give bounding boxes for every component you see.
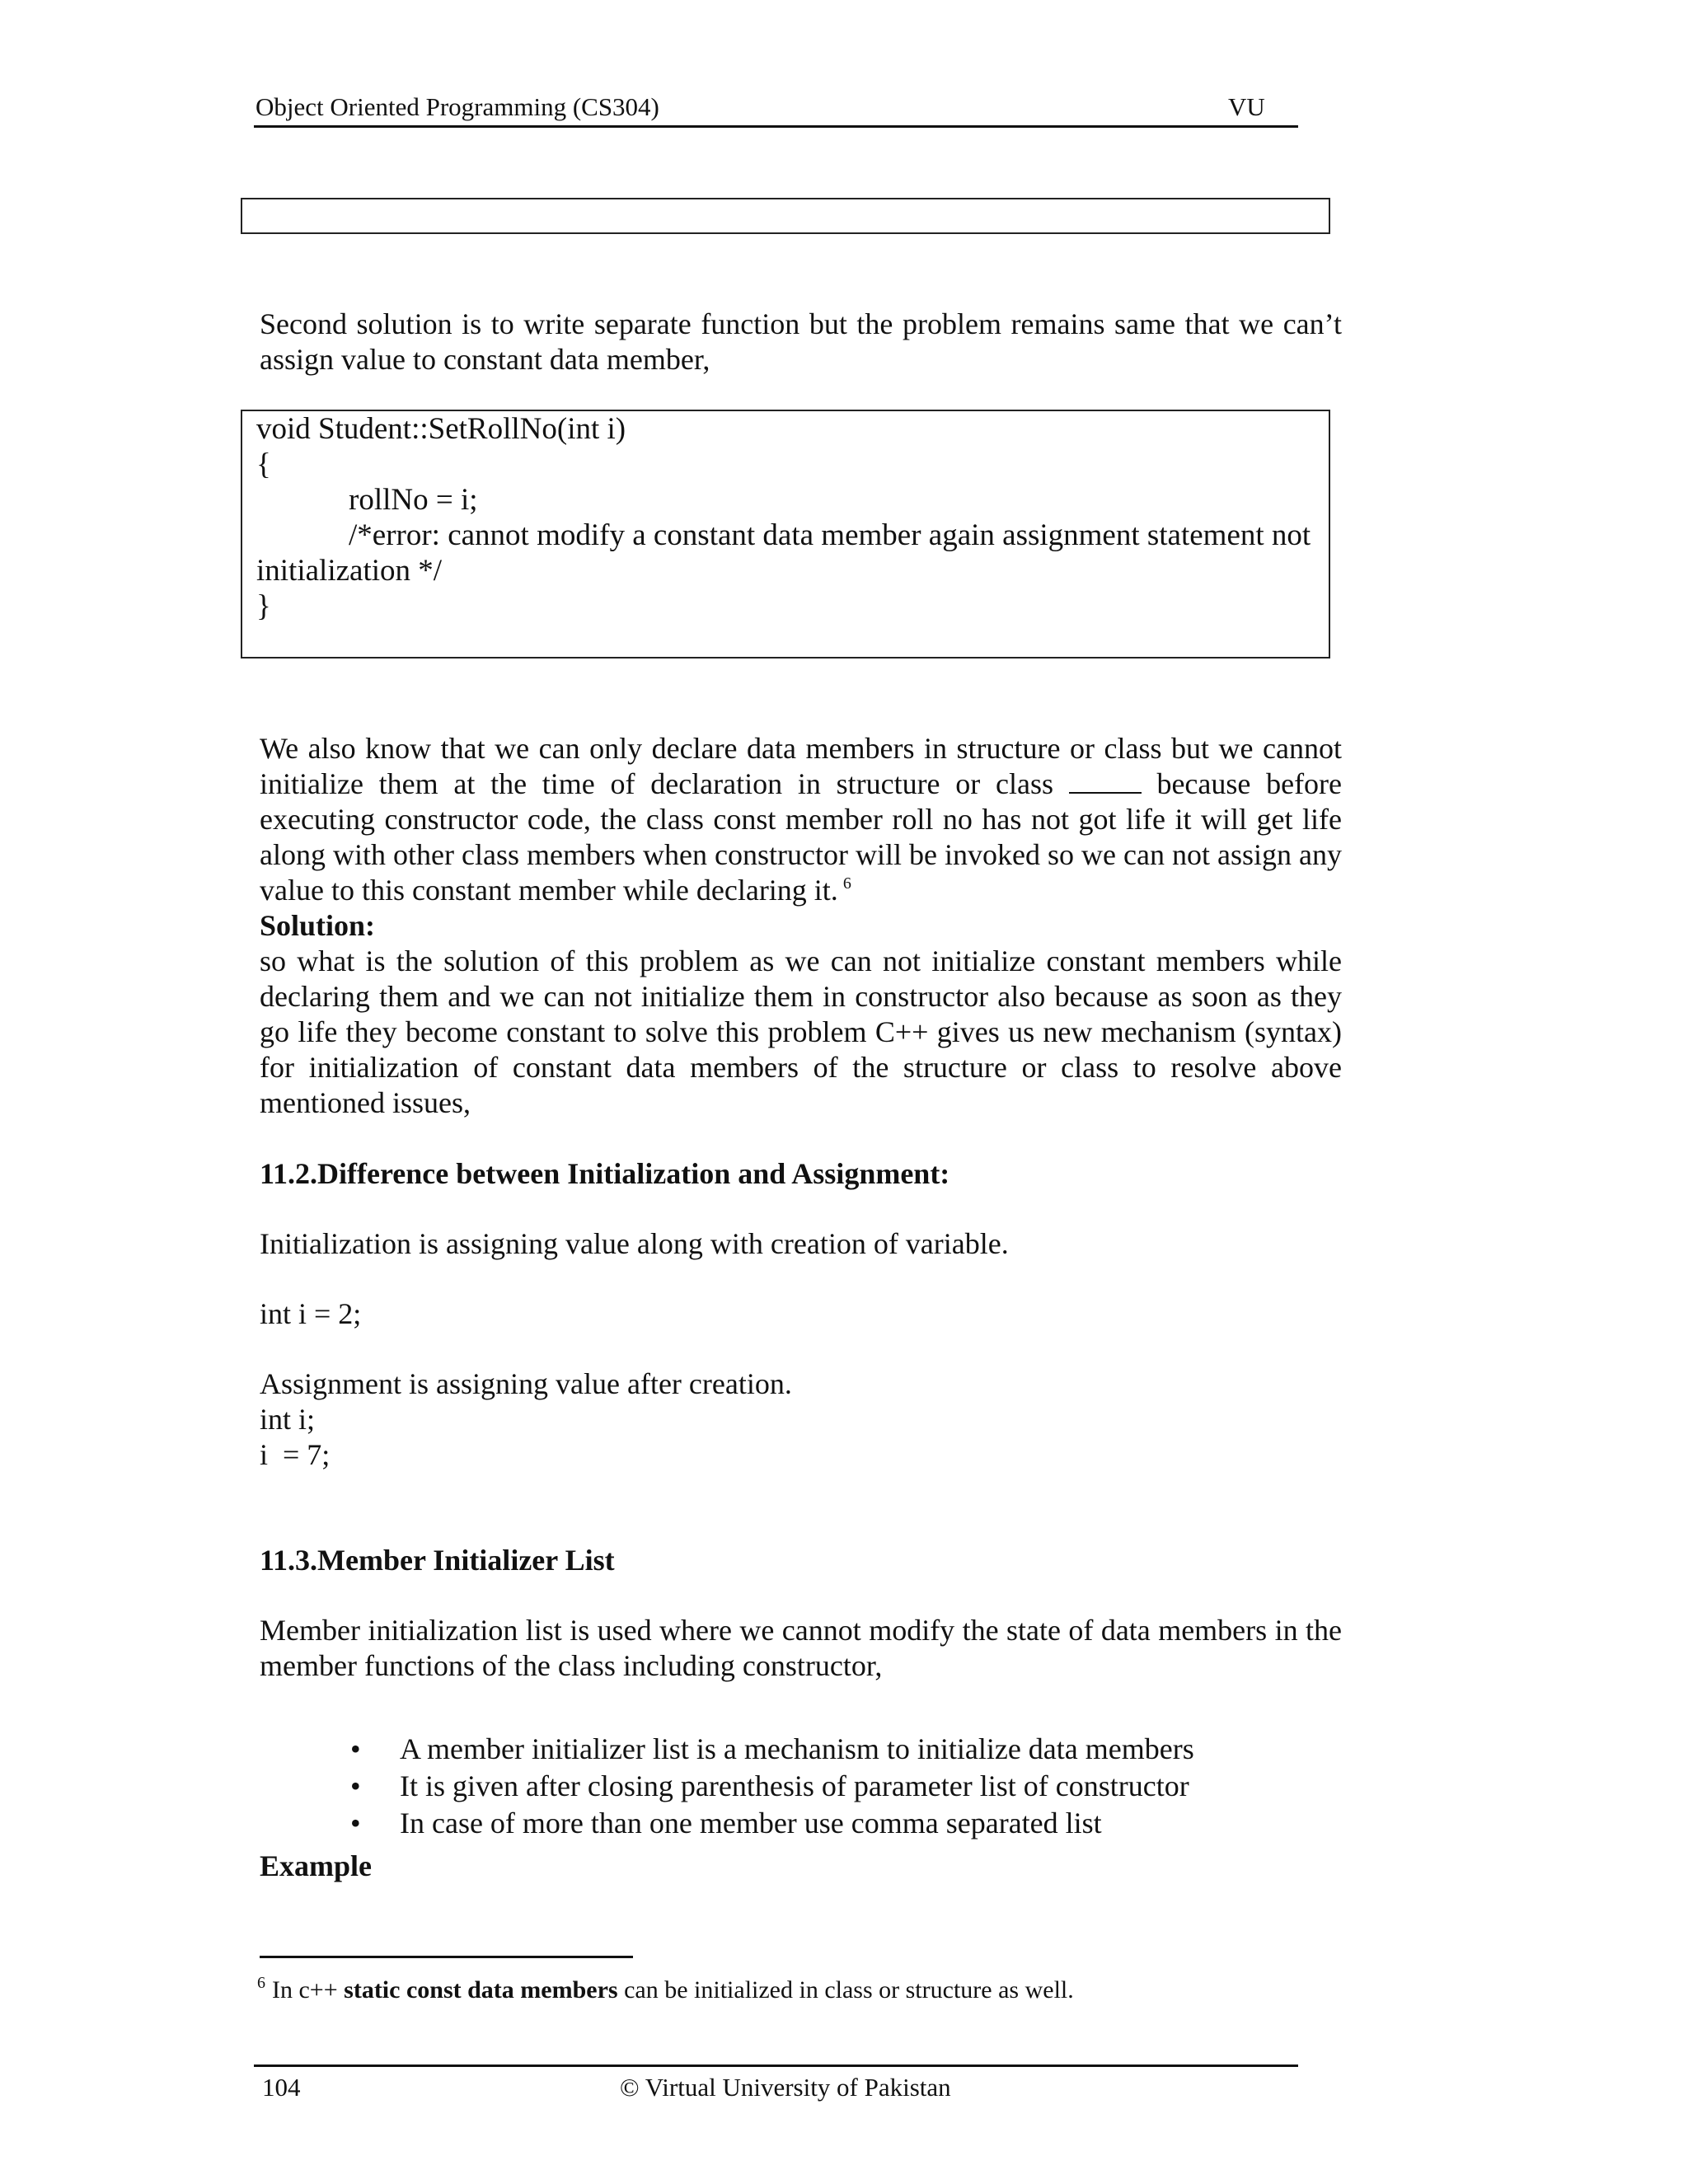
initialization-code: int i = 2;: [260, 1297, 362, 1330]
assignment-code-1: int i;: [260, 1403, 316, 1436]
paragraph-second-solution: Second solution is to write separate function but the problem remains same that we can’t assign value to constant data member,: [260, 307, 1342, 376]
paragraph-we-also-know: [260, 731, 1342, 908]
bullet-list: [350, 1731, 1194, 1842]
header-title: Object Oriented Programming (CS304): [256, 92, 659, 121]
bullet-text: A member initializer list is a mechanism to initialize data members: [400, 1732, 1194, 1765]
footnote-rule: [260, 1956, 633, 1958]
bullet-icon: •: [350, 1769, 361, 1802]
bullet-icon: •: [350, 1807, 361, 1840]
bullet-icon: •: [350, 1732, 361, 1765]
footer-rule: [254, 2064, 1298, 2067]
list-item: [350, 1731, 1194, 1768]
paragraph-we-also-part2: because before executing constructor code, the class const member roll no has not got life it will get life along with other class members when constructor will be invoked so we can not assign any value to this constant member while declaring it.: [260, 767, 1343, 907]
code-line-5: initialization */: [256, 554, 443, 588]
bullet-text: It is given after closing parenthesis of parameter list of constructor: [400, 1769, 1189, 1802]
fill-in-blank: [1069, 767, 1142, 794]
footnote-suffix: can be initialized in class or structure as well.: [617, 1976, 1074, 2004]
list-item: [350, 1805, 1194, 1842]
solution-heading: Solution:: [260, 909, 376, 942]
assignment-text: Assignment is assigning value after creation.: [260, 1367, 792, 1400]
member-init-intro: Member initialization list is used where we cannot modify the state of data members in the member functions of the class including constructor,: [260, 1614, 1342, 1682]
empty-code-box: [241, 198, 1330, 234]
code-line-2: {: [256, 448, 271, 481]
footnote-reference: 6: [842, 874, 851, 893]
header-vu: VU: [1228, 92, 1265, 121]
page-number: 104: [262, 2073, 301, 2102]
footnote-number: 6: [257, 1974, 265, 1992]
bullet-text: In case of more than one member use comma separated list: [400, 1807, 1102, 1840]
list-item: [350, 1768, 1194, 1805]
footnote-bold: static const data members: [344, 1976, 618, 2004]
footnote-prefix: In c++: [272, 1976, 345, 2004]
code-line-4: /*error: cannot modify a constant data member again assignment statement not: [349, 518, 1311, 552]
code-line-3: rollNo = i;: [349, 483, 478, 517]
code-line-6: }: [256, 589, 271, 623]
initialization-text: Initialization is assigning value along with creation of variable.: [260, 1227, 1009, 1260]
footer-copyright: © Virtual University of Pakistan: [620, 2073, 951, 2102]
paragraph-we-also-part1: We also know that we can only declare data members in structure or class but we cannot initialize them at the time of declaration in structure or class: [260, 732, 1342, 800]
solution-paragraph: so what is the solution of this problem as we can not initialize constant members while declaring them and we can not initialize them in constructor also because as soon as they go life they become constant to solve this problem C++ gives us new mechanism (syntax) for initialization of constant data members of the structure or class to resolve above mentioned issues,: [260, 944, 1342, 1119]
assignment-code-2: i = 7;: [260, 1438, 331, 1471]
footnote: [257, 1974, 1074, 2007]
code-line-1: void Student::SetRollNo(int i): [256, 412, 626, 446]
header-rule: [254, 125, 1298, 128]
example-heading: Example: [260, 1849, 373, 1882]
section-11-2-heading: 11.2.Difference between Initialization and Assignment:: [260, 1157, 950, 1190]
section-11-3-heading: 11.3.Member Initializer List: [260, 1544, 615, 1577]
code-box: [241, 410, 1330, 658]
